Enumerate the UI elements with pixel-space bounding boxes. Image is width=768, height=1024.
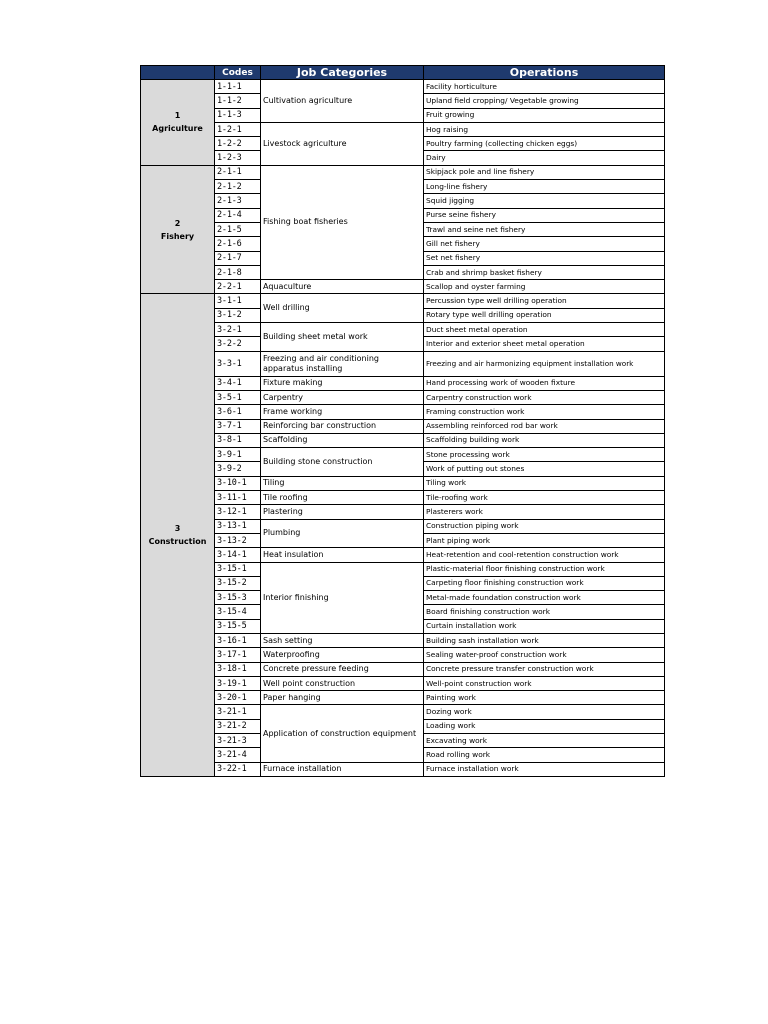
code-cell: 3-2-2	[215, 337, 261, 351]
category-cell: Paper hanging	[261, 691, 424, 705]
code-cell: 3-19-1	[215, 676, 261, 690]
operation-cell: Upland field cropping/ Vegetable growing	[424, 94, 665, 108]
code-cell: 3-14-1	[215, 548, 261, 562]
category-cell: Freezing and air conditioning apparatus installing	[261, 351, 424, 376]
table-row	[141, 705, 665, 719]
code-cell: 1-2-1	[215, 122, 261, 136]
table-row	[141, 419, 665, 433]
group-column-header	[141, 66, 215, 80]
operation-cell: Concrete pressure transfer construction work	[424, 662, 665, 676]
operation-cell: Dozing work	[424, 705, 665, 719]
category-cell: Fixture making	[261, 376, 424, 390]
table-row	[141, 390, 665, 404]
code-cell: 3-21-1	[215, 705, 261, 719]
table-row	[141, 648, 665, 662]
table-row	[141, 562, 665, 576]
operation-cell: Construction piping work	[424, 519, 665, 533]
category-cell: Sash setting	[261, 633, 424, 647]
code-cell: 2-1-4	[215, 208, 261, 222]
table-row	[141, 80, 665, 94]
code-cell: 3-4-1	[215, 376, 261, 390]
group-number: 2	[174, 218, 181, 228]
category-cell: Tiling	[261, 476, 424, 490]
operation-cell: Gill net fishery	[424, 237, 665, 251]
operation-cell: Sealing water-proof construction work	[424, 648, 665, 662]
table-row	[141, 376, 665, 390]
code-cell: 3-12-1	[215, 505, 261, 519]
table-row	[141, 691, 665, 705]
code-cell: 1-2-3	[215, 151, 261, 165]
group-agriculture	[141, 80, 215, 166]
code-cell: 1-1-3	[215, 108, 261, 122]
category-cell: Waterproofing	[261, 648, 424, 662]
category-cell: Cultivation agriculture	[261, 80, 424, 123]
code-cell: 1-2-2	[215, 137, 261, 151]
code-cell: 3-21-4	[215, 748, 261, 762]
table-row	[141, 405, 665, 419]
operation-cell: Building sash installation work	[424, 633, 665, 647]
operation-cell: Tiling work	[424, 476, 665, 490]
code-cell: 3-10-1	[215, 476, 261, 490]
table-row	[141, 548, 665, 562]
operation-cell: Assembling reinforced rod bar work	[424, 419, 665, 433]
group-name: Agriculture	[152, 124, 203, 134]
operation-cell: Work of putting out stones	[424, 462, 665, 476]
code-cell: 3-16-1	[215, 633, 261, 647]
code-cell: 3-15-1	[215, 562, 261, 576]
code-cell: 2-1-7	[215, 251, 261, 265]
code-cell: 2-1-3	[215, 194, 261, 208]
category-cell: Building sheet metal work	[261, 323, 424, 352]
category-cell: Frame working	[261, 405, 424, 419]
operation-cell: Loading work	[424, 719, 665, 733]
category-cell: Carpentry	[261, 390, 424, 404]
operation-cell: Set net fishery	[424, 251, 665, 265]
code-cell: 2-1-2	[215, 180, 261, 194]
code-cell: 3-11-1	[215, 491, 261, 505]
code-cell: 3-20-1	[215, 691, 261, 705]
code-cell: 1-1-1	[215, 80, 261, 94]
operation-cell: Freezing and air harmonizing equipment installation work	[424, 351, 665, 376]
operation-cell: Trawl and seine net fishery	[424, 222, 665, 236]
code-cell: 3-8-1	[215, 433, 261, 447]
category-cell: Tile roofing	[261, 491, 424, 505]
category-cell: Heat insulation	[261, 548, 424, 562]
category-cell: Livestock agriculture	[261, 122, 424, 165]
table-row	[141, 351, 665, 376]
job-categories-table	[140, 65, 665, 777]
operation-cell: Facility horticulture	[424, 80, 665, 94]
operation-cell: Skipjack pole and line fishery	[424, 165, 665, 179]
category-cell: Plastering	[261, 505, 424, 519]
category-cell: Scaffolding	[261, 433, 424, 447]
operation-cell: Fruit growing	[424, 108, 665, 122]
code-cell: 3-15-4	[215, 605, 261, 619]
code-cell: 3-15-3	[215, 591, 261, 605]
operation-cell: Board finishing construction work	[424, 605, 665, 619]
code-cell: 3-1-2	[215, 308, 261, 322]
table-row	[141, 762, 665, 776]
operations-header: Operations	[424, 66, 665, 80]
table-row	[141, 323, 665, 337]
code-cell: 2-1-6	[215, 237, 261, 251]
operation-cell: Curtain installation work	[424, 619, 665, 633]
operation-cell: Excavating work	[424, 734, 665, 748]
category-cell: Furnace installation	[261, 762, 424, 776]
code-cell: 3-7-1	[215, 419, 261, 433]
operation-cell: Hog raising	[424, 122, 665, 136]
job-categories-header: Job Categories	[261, 66, 424, 80]
category-cell: Application of construction equipment	[261, 705, 424, 762]
operation-cell: Long-line fishery	[424, 180, 665, 194]
operation-cell: Heat-retention and cool-retention construction work	[424, 548, 665, 562]
operation-cell: Road rolling work	[424, 748, 665, 762]
operation-cell: Crab and shrimp basket fishery	[424, 265, 665, 279]
group-name: Fishery	[160, 231, 195, 241]
table-body	[141, 80, 665, 777]
code-cell: 2-1-1	[215, 165, 261, 179]
operation-cell: Plasterers work	[424, 505, 665, 519]
operation-cell: Metal-made foundation construction work	[424, 591, 665, 605]
table-row	[141, 165, 665, 179]
operation-cell: Well-point construction work	[424, 676, 665, 690]
group-fishery	[141, 165, 215, 294]
code-cell: 3-9-2	[215, 462, 261, 476]
category-cell: Fishing boat fisheries	[261, 165, 424, 279]
category-cell: Aquaculture	[261, 280, 424, 294]
table-row	[141, 476, 665, 490]
operation-cell: Carpentry construction work	[424, 390, 665, 404]
code-cell: 3-9-1	[215, 448, 261, 462]
code-cell: 2-2-1	[215, 280, 261, 294]
table-row	[141, 676, 665, 690]
operation-cell: Painting work	[424, 691, 665, 705]
code-cell: 3-13-1	[215, 519, 261, 533]
table-row	[141, 448, 665, 462]
operation-cell: Framing construction work	[424, 405, 665, 419]
table-row	[141, 633, 665, 647]
table-row	[141, 294, 665, 308]
operation-cell: Duct sheet metal operation	[424, 323, 665, 337]
operation-cell: Percussion type well drilling operation	[424, 294, 665, 308]
group-construction	[141, 294, 215, 777]
code-cell: 3-2-1	[215, 323, 261, 337]
category-cell: Well drilling	[261, 294, 424, 323]
operation-cell: Poultry farming (collecting chicken eggs)	[424, 137, 665, 151]
code-cell: 3-15-2	[215, 576, 261, 590]
category-cell: Plumbing	[261, 519, 424, 548]
operation-cell: Plant piping work	[424, 533, 665, 547]
table-row	[141, 662, 665, 676]
code-cell: 3-15-5	[215, 619, 261, 633]
code-cell: 3-21-3	[215, 734, 261, 748]
group-number: 1	[174, 111, 181, 121]
table-header	[141, 66, 665, 80]
group-number: 3	[174, 524, 181, 534]
codes-header: Codes	[215, 66, 261, 80]
code-cell: 3-3-1	[215, 351, 261, 376]
operation-cell: Plastic-material floor finishing construction work	[424, 562, 665, 576]
operation-cell: Scallop and oyster farming	[424, 280, 665, 294]
operation-cell: Hand processing work of wooden fixture	[424, 376, 665, 390]
code-cell: 3-13-2	[215, 533, 261, 547]
group-name: Construction	[148, 537, 207, 547]
table-row	[141, 505, 665, 519]
code-cell: 3-21-2	[215, 719, 261, 733]
operation-cell: Scaffolding building work	[424, 433, 665, 447]
operation-cell: Stone processing work	[424, 448, 665, 462]
category-cell: Interior finishing	[261, 562, 424, 633]
operation-cell: Rotary type well drilling operation	[424, 308, 665, 322]
category-cell: Concrete pressure feeding	[261, 662, 424, 676]
table-row	[141, 122, 665, 136]
code-cell: 3-22-1	[215, 762, 261, 776]
table-row	[141, 433, 665, 447]
operation-cell: Dairy	[424, 151, 665, 165]
operation-cell: Carpeting floor finishing construction work	[424, 576, 665, 590]
code-cell: 2-1-8	[215, 265, 261, 279]
code-cell: 3-6-1	[215, 405, 261, 419]
operation-cell: Furnace installation work	[424, 762, 665, 776]
operation-cell: Tile-roofing work	[424, 491, 665, 505]
table-row	[141, 519, 665, 533]
operation-cell: Interior and exterior sheet metal operation	[424, 337, 665, 351]
code-cell: 3-17-1	[215, 648, 261, 662]
operation-cell: Purse seine fishery	[424, 208, 665, 222]
code-cell: 3-5-1	[215, 390, 261, 404]
category-cell: Reinforcing bar construction	[261, 419, 424, 433]
operation-cell: Squid jigging	[424, 194, 665, 208]
category-cell: Well point construction	[261, 676, 424, 690]
category-cell: Building stone construction	[261, 448, 424, 477]
code-cell: 3-1-1	[215, 294, 261, 308]
code-cell: 2-1-5	[215, 222, 261, 236]
code-cell: 1-1-2	[215, 94, 261, 108]
table-row	[141, 280, 665, 294]
table-row	[141, 491, 665, 505]
code-cell: 3-18-1	[215, 662, 261, 676]
